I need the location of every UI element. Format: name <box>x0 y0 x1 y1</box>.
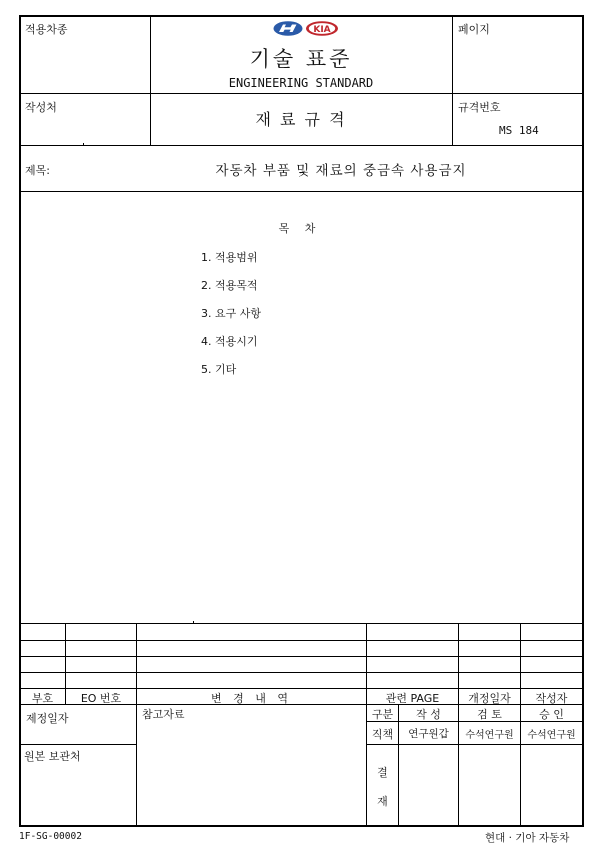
subject-label: 제목: <box>25 164 50 177</box>
title-korean: 기술 표준 <box>249 47 353 71</box>
header-related-page: 관련 PAGE <box>385 692 440 705</box>
header-revision-date: 개정일자 <box>468 692 511 705</box>
role-approver: 승 인 <box>539 708 564 721</box>
role-author: 작 성 <box>416 708 441 721</box>
hyundai-kia-logo <box>272 20 340 37</box>
form-number: 1F-SG-00002 <box>19 831 82 842</box>
reviewer-signature-box[interactable] <box>459 745 520 825</box>
svg-text:KIA: KIA <box>313 25 331 35</box>
reference-label: 참고자료 <box>142 708 185 721</box>
toc-item: 2. 적용목적 <box>201 279 258 292</box>
hyundai-logo-icon <box>272 20 340 37</box>
toc-item: 5. 기타 <box>201 363 237 376</box>
toc-item: 4. 적용시기 <box>201 335 258 348</box>
original-storage-label: 원본 보관처 <box>24 750 81 763</box>
role-reviewer: 검 토 <box>477 708 502 721</box>
standard-number-label: 규격번호 <box>458 101 501 114</box>
category-title: 재 료 규 격 <box>255 110 347 129</box>
standard-number: MS 184 <box>499 124 539 137</box>
toc-item: 3. 요구 사항 <box>201 307 261 320</box>
position-approver: 수석연구원 <box>527 730 576 741</box>
company-name: 현대 · 기아 자동차 <box>485 832 570 844</box>
position-label: 직책 <box>371 728 394 741</box>
header-eo-number: EO 번호 <box>80 692 122 705</box>
subject-title: 자동차 부품 및 재료의 중금속 사용금지 <box>215 163 467 179</box>
header-change-details: 변 경 내 역 <box>211 692 292 705</box>
page-label: 페이지 <box>458 23 490 36</box>
author-signature-box[interactable] <box>399 745 458 825</box>
header-code: 부호 <box>31 692 54 705</box>
division-label: 구분 <box>371 708 394 721</box>
approver-signature-box[interactable] <box>521 745 582 825</box>
toc-item: 1. 적용범위 <box>201 251 258 264</box>
title-english: ENGINEERING STANDARD <box>228 76 374 90</box>
applicable-vehicle-label: 적용차종 <box>25 23 68 36</box>
header-author: 작성자 <box>535 692 568 705</box>
sign-label-1: 결 <box>377 766 388 779</box>
position-reviewer: 수석연구원 <box>465 730 514 741</box>
toc-heading: 목 차 <box>278 222 322 235</box>
author-label: 작성처 <box>25 101 57 114</box>
position-author: 연구원갑 <box>408 728 449 740</box>
established-date-label: 제정일자 <box>26 712 69 725</box>
sign-label-2: 재 <box>377 795 388 808</box>
